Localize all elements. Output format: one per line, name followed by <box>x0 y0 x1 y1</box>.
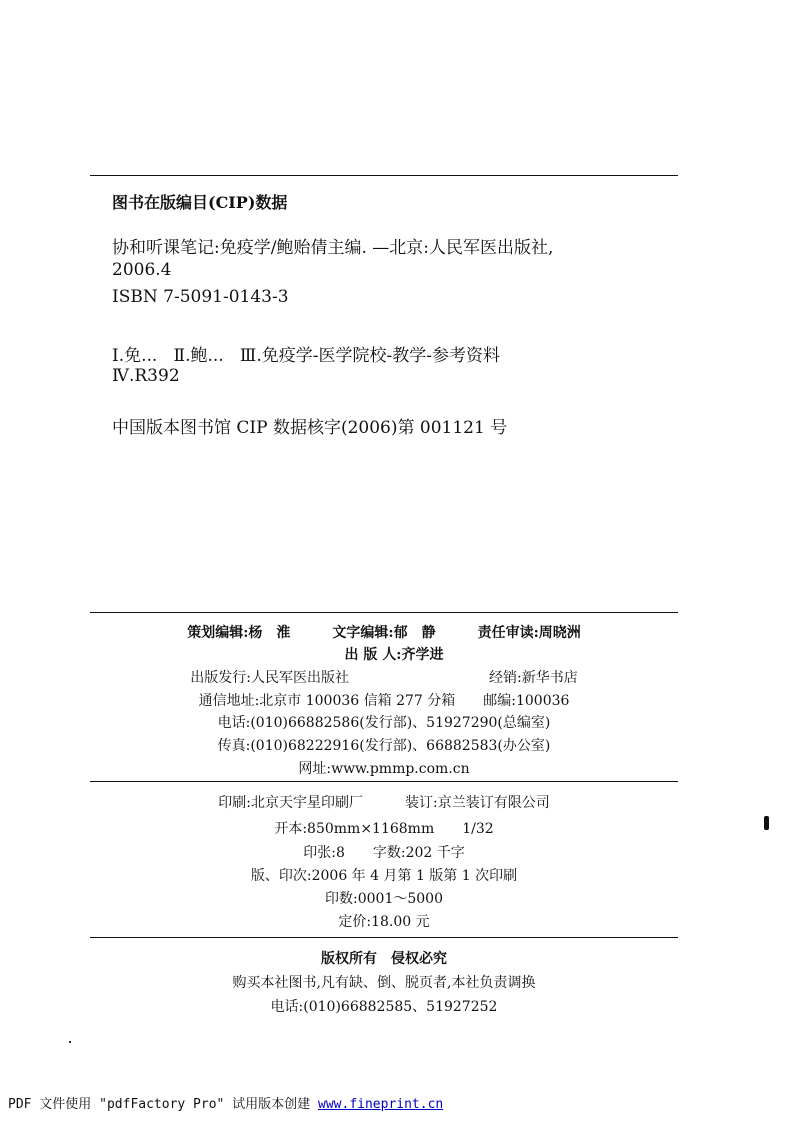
rights-rule <box>90 937 678 938</box>
scan-mark <box>764 816 769 830</box>
address-line: 通信地址:北京市 100036 信箱 277 分箱 邮编:100036 <box>198 693 570 709</box>
publisher-line: 出版发行:人民军医出版社 经销:新华书店 <box>190 670 578 686</box>
pdf-footer <box>8 1093 443 1112</box>
fax-line: 传真:(010)68222916(发行部)、66882583(办公室) <box>217 738 551 754</box>
printer-line: 印刷:北京天宇星印刷厂 装订:京兰装订有限公司 <box>218 795 550 811</box>
scan-dot <box>69 1041 71 1043</box>
cip-record-number: 中国版本图书馆 CIP 数据核字(2006)第 001121 号 <box>112 418 508 438</box>
cip-title-line: 协和听课笔记:免疫学/鲍贻倩主编. —北京:人民军医出版社, <box>112 238 554 258</box>
format-line: 开本:850mm×1168mm 1/32 <box>274 821 494 837</box>
rights-title: 版权所有 侵权必究 <box>321 951 447 967</box>
cip-date-line: 2006.4 <box>112 260 172 280</box>
fineprint-link[interactable]: www.fineprint.cn <box>318 1097 444 1112</box>
cip-heading: 图书在版编目(CIP)数据 <box>112 193 288 212</box>
sheets-line: 印张:8 字数:202 千字 <box>303 845 465 861</box>
credits-rule <box>90 612 678 613</box>
price-line: 定价:18.00 元 <box>338 914 430 930</box>
rights-phone: 电话:(010)66882585、51927252 <box>270 999 498 1015</box>
rights-notice: 购买本社图书,凡有缺、倒、脱页者,本社负责调换 <box>232 975 536 991</box>
footer-text: PDF 文件使用 "pdfFactory Pro" 试用版本创建 <box>8 1097 319 1112</box>
website-line: 网址:www.pmmp.com.cn <box>298 761 470 777</box>
cip-classification: Ⅰ.免... Ⅱ.鲍... Ⅲ.免疫学-医学院校-教学-参考资料 <box>112 346 500 366</box>
copies-line: 印数:0001～5000 <box>325 891 443 907</box>
editors-line: 策划编辑:杨 淮 文字编辑:郁 静 责任审读:周晓洲 <box>187 625 581 641</box>
top-rule <box>90 175 678 176</box>
phone-line: 电话:(010)66882586(发行部)、51927290(总编室) <box>217 715 551 731</box>
publisher-person: 出 版 人:齐学进 <box>344 647 444 663</box>
cip-isbn: ISBN 7-5091-0143-3 <box>112 287 289 307</box>
cip-classification-2: Ⅳ.R392 <box>112 366 180 386</box>
printing-rule <box>90 781 678 782</box>
edition-line: 版、印次:2006 年 4 月第 1 版第 1 次印刷 <box>250 868 518 884</box>
